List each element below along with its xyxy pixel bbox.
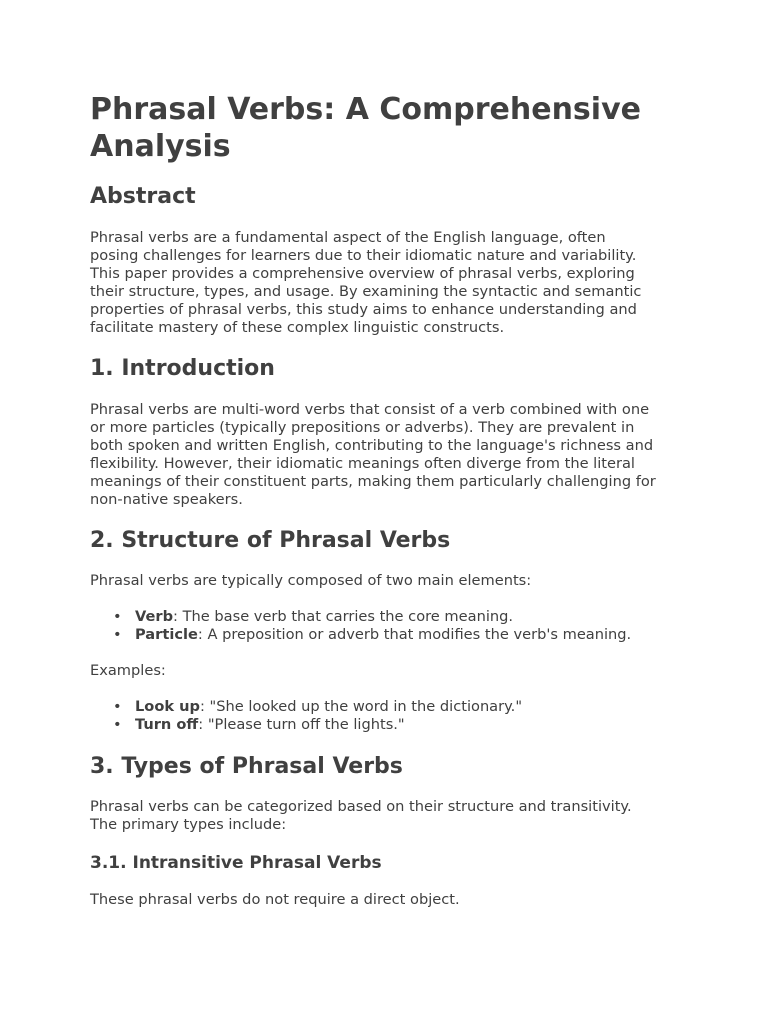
list-item [90,608,631,626]
types-paragraph [90,798,680,834]
list-item-desc: : The base verb that carries the core meaning. [173,608,514,625]
abstract-line: This paper provides a comprehensive overview of phrasal verbs, exploring [90,265,635,282]
introduction-line: or more particles (typically prepositions or adverbs). They are prevalent in [90,419,635,436]
list-item-term: Look up [135,698,200,715]
list-item-term: Turn off [135,716,199,733]
introduction-line: flexibility. However, their idiomatic meanings often diverge from the literal [90,455,635,472]
list-item-desc: : A preposition or adverb that modifies the verb's meaning. [197,626,632,643]
types-heading: 3. Types of Phrasal Verbs [90,754,403,779]
bullet-marker: • [113,608,122,625]
abstract-line: properties of phrasal verbs, this study aims to enhance understanding and [90,301,637,318]
list-item [90,698,522,716]
list-item-term: Verb [135,608,174,625]
bullet-marker: • [113,716,122,733]
abstract-line: posing challenges for learners due to their idiomatic nature and variability. [90,247,637,264]
types-line: The primary types include: [90,816,287,833]
structure-elements-list [90,608,631,644]
introduction-line: Phrasal verbs are multi-word verbs that consist of a verb combined with one [90,401,650,418]
document-title: Phrasal Verbs: A Comprehensive Analysis [90,92,641,164]
abstract-paragraph [90,229,680,337]
list-item-term: Particle [135,626,198,643]
introduction-line: non-native speakers. [90,491,243,508]
examples-label: Examples: [90,662,166,679]
list-item-desc: : "Please turn off the lights." [198,716,405,733]
bullet-marker: • [113,698,122,715]
bullet-marker: • [113,626,122,643]
introduction-heading: 1. Introduction [90,356,275,381]
introduction-line: both spoken and written English, contributing to the language's richness and [90,437,654,454]
structure-intro: Phrasal verbs are typically composed of two main elements: [90,572,532,589]
abstract-line: their structure, types, and usage. By examining the syntactic and semantic [90,283,642,300]
structure-heading: 2. Structure of Phrasal Verbs [90,528,451,553]
abstract-line: facilitate mastery of these complex linguistic constructs. [90,319,505,336]
types-line: Phrasal verbs can be categorized based on their structure and transitivity. [90,798,632,815]
examples-list [90,698,522,734]
intransitive-subheading: 3.1. Intransitive Phrasal Verbs [90,853,382,873]
introduction-paragraph [90,401,680,509]
abstract-line: Phrasal verbs are a fundamental aspect of the English language, often [90,229,606,246]
list-item-desc: : "She looked up the word in the dictionary." [199,698,523,715]
list-item [90,716,522,734]
abstract-heading: Abstract [90,184,196,209]
introduction-line: meanings of their constituent parts, making them particularly challenging for [90,473,656,490]
list-item [90,626,631,644]
intransitive-paragraph: These phrasal verbs do not require a direct object. [90,891,460,908]
